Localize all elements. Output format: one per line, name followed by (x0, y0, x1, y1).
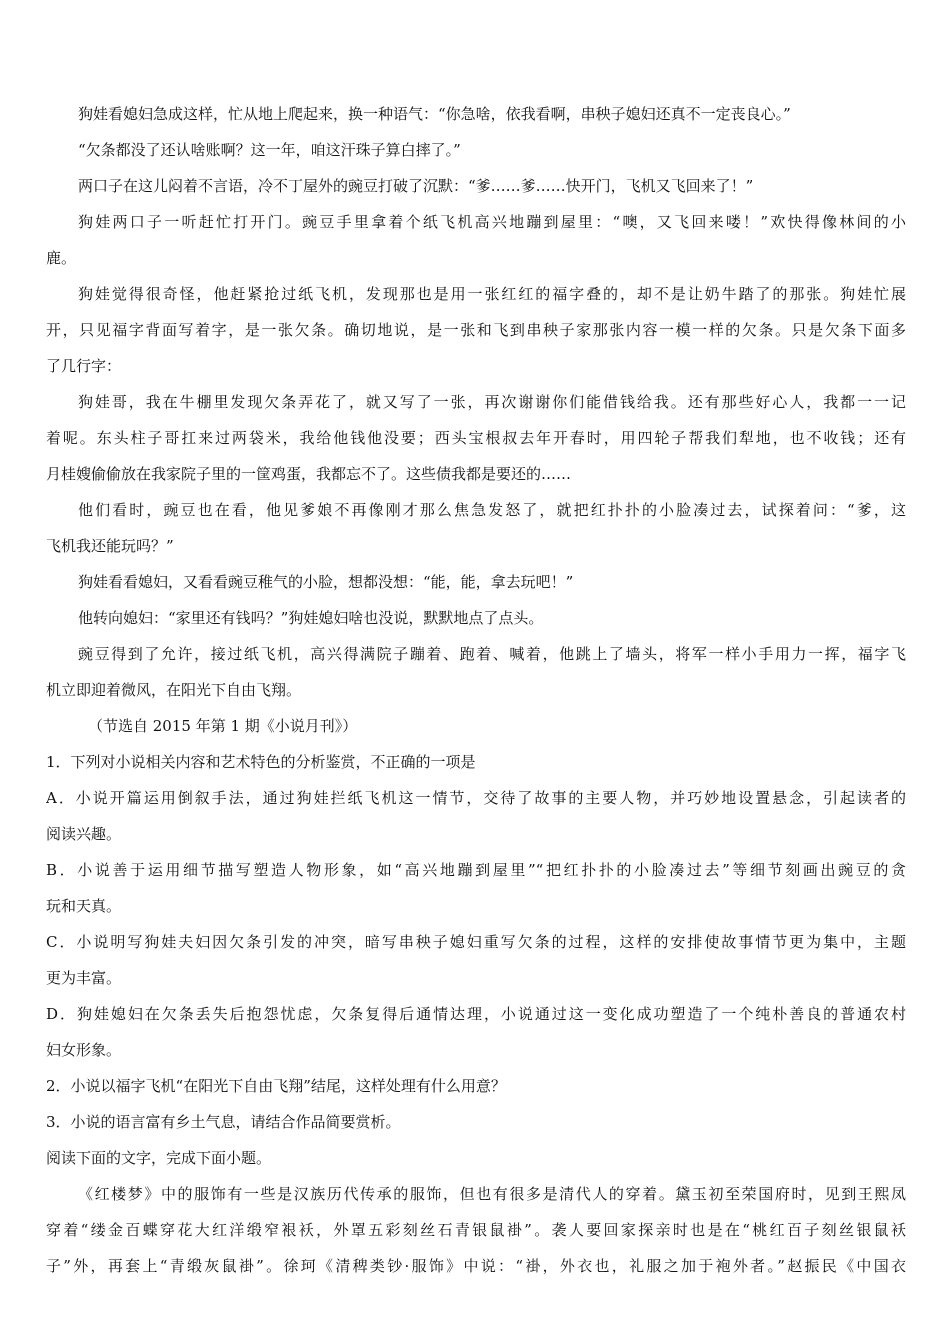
story-paragraph-2: “欠条都没了还认啥账啊？这一年，咱这汗珠子算白摔了。” (78, 141, 461, 159)
story-line: 他们看时，豌豆也在看，他见爹娘不再像刚才那么焦急发怒了，就把红扑扑的小脸凑过去，试探着问：“爹，这 (78, 501, 906, 519)
story-line: 狗娃觉得很奇怪，他赶紧抢过纸飞机，发现那也是用一张红红的福字叠的，却不是让奶牛踏了的那张。狗娃忙展 (78, 285, 906, 303)
story-line: 鹿。 (46, 249, 77, 267)
story-paragraph-7 (46, 492, 906, 564)
story-paragraph-1: 狗娃看媳妇急成这样，忙从地上爬起来，换一种语气：“你急啥，依我看啊，串秧子媳妇还真不一定丧良心。” (78, 105, 791, 123)
story-section (46, 96, 906, 708)
question-2: 2．小说以福字飞机“在阳光下自由飞翔”结尾，这样处理有什么用意？ (46, 1077, 506, 1095)
question-1: 1．下列对小说相关内容和艺术特色的分析鉴赏，不正确的一项是 (46, 753, 476, 771)
option-d (46, 996, 906, 1068)
option-line: D．狗娃媳妇在欠条丢失后抱怨忧虑，欠条复得后通情达理，小说通过这一变化成功塑造了一个纯朴善良的普通农村 (46, 1005, 906, 1023)
questions-section (46, 744, 906, 1140)
story-paragraph-6 (46, 384, 906, 492)
story-line: 着呢。东头柱子哥扛来过两袋米，我给他钱他没要；西头宝根叔去年开春时，用四轮子帮我们犁地，也不收钱；还有 (46, 429, 906, 447)
reading-line: 子”外，再套上“青缎灰鼠褂”。徐珂《清稗类钞·服饰》中说：“褂，外衣也，礼服之加于袍外者。”赵振民《中国衣 (46, 1257, 906, 1275)
reading-instruction: 阅读下面的文字，完成下面小题。 (46, 1149, 272, 1167)
story-paragraph-3: 两口子在这儿闷着不言语，冷不丁屋外的豌豆打破了沉默：“爹……爹……快开门，飞机又飞回来了！” (78, 177, 754, 195)
option-line: 妇女形象。 (46, 1041, 122, 1059)
story-paragraph-5 (46, 276, 906, 384)
story-line: 开，只见福字背面写着字，是一张欠条。确切地说，是一张和飞到串秧子家那张内容一模一样的欠条。只是欠条下面多 (46, 321, 906, 339)
story-paragraph-4 (46, 204, 906, 276)
story-line: 了几行字： (46, 357, 122, 375)
reading-section-2 (46, 1140, 906, 1284)
question-3: 3．小说的语言富有乡土气息，请结合作品简要赏析。 (46, 1113, 401, 1131)
story-line: 机立即迎着微风，在阳光下自由飞翔。 (46, 681, 302, 699)
reading-line: 《红楼梦》中的服饰有一些是汉族历代传承的服饰，但也有很多是清代人的穿着。黛玉初至荣国府时，见到王熙凤 (78, 1185, 906, 1203)
story-line: 狗娃哥，我在牛棚里发现欠条弄花了，就又写了一张，再次谢谢你们能借钱给我。还有那些好心人，我都一一记 (78, 393, 906, 411)
story-line: 月桂嫂偷偷放在我家院子里的一筐鸡蛋，我都忘不了。这些债我都是要还的…… (46, 465, 572, 483)
option-b (46, 852, 906, 924)
option-a (46, 780, 906, 852)
story-paragraph-9: 他转向媳妇：“家里还有钱吗？”狗娃媳妇啥也没说，默默地点了点头。 (78, 609, 544, 627)
story-paragraph-8: 狗娃看看媳妇，又看看豌豆稚气的小脸，想都没想：“能，能，拿去玩吧！” (78, 573, 574, 591)
reading-line: 穿着“缕金百蝶穿花大红洋缎窄裉袄，外罩五彩刻丝石青银鼠褂”。袭人要回家探亲时也是在“桃红百子刻丝银鼠袄 (46, 1221, 906, 1239)
story-line: 飞机我还能玩吗？” (46, 537, 174, 555)
document-page (46, 96, 906, 1284)
source-citation: （节选自 2015 年第 1 期《小说月刊》） (88, 717, 358, 735)
option-line: 玩和天真。 (46, 897, 122, 915)
story-line: 豌豆得到了允许，接过纸飞机，高兴得满院子蹦着、跑着、喊着，他跳上了墙头，将军一样小手用力一挥，福字飞 (78, 645, 906, 663)
option-line: C．小说明写狗娃夫妇因欠条引发的冲突，暗写串秧子媳妇重写欠条的过程，这样的安排使故事情节更为集中，主题 (46, 933, 906, 951)
option-c (46, 924, 906, 996)
story-line: 狗娃两口子一听赶忙打开门。豌豆手里拿着个纸飞机高兴地蹦到屋里：“噢，又飞回来喽！”欢快得像林间的小 (78, 213, 906, 231)
option-line: A．小说开篇运用倒叙手法，通过狗娃拦纸飞机这一情节，交待了故事的主要人物，并巧妙地设置悬念，引起读者的 (46, 789, 906, 807)
option-line: 阅读兴趣。 (46, 825, 122, 843)
story-paragraph-10 (46, 636, 906, 708)
option-line: 更为丰富。 (46, 969, 122, 987)
option-line: B．小说善于运用细节描写塑造人物形象，如“高兴地蹦到屋里”“把红扑扑的小脸凑过去”等细节刻画出豌豆的贪 (46, 861, 906, 879)
